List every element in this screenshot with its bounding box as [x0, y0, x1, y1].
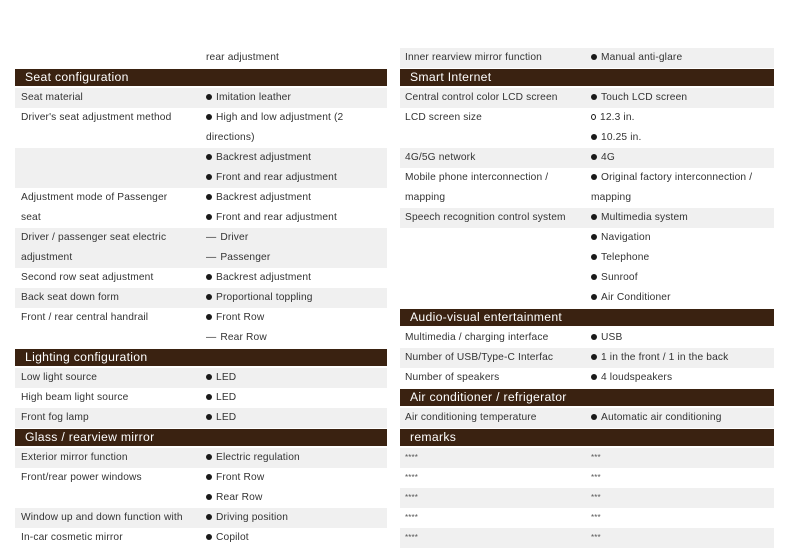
spec-value [203, 208, 387, 228]
spec-value-text: Backrest adjustment [216, 152, 312, 163]
spec-label [400, 288, 588, 308]
spec-value-text: 12.3 in. [600, 112, 635, 123]
spec-value-text: Air Conditioner [601, 292, 671, 303]
spec-value-text: rear adjustment [206, 52, 280, 63]
spec-row [400, 148, 774, 168]
spec-label: Speech recognition control system [405, 212, 566, 223]
spec-value [203, 188, 387, 208]
spec-value [588, 448, 774, 468]
spec-label: Multimedia / charging interface [405, 332, 549, 343]
spec-value [203, 128, 387, 148]
spec-value-text: mapping [591, 192, 632, 203]
spec-label: **** [405, 493, 419, 502]
spec-value-text: Telephone [601, 252, 650, 263]
standard-filled-circle-icon [206, 154, 212, 160]
spec-value-text: Touch LCD screen [601, 92, 688, 103]
not-available-dash-icon: — [206, 252, 217, 263]
spec-value-text: Manual anti-glare [601, 52, 683, 63]
spec-row [400, 328, 774, 348]
standard-filled-circle-icon [206, 294, 212, 300]
standard-filled-circle-icon [591, 274, 597, 280]
standard-filled-circle-icon [206, 454, 212, 460]
spec-value [588, 128, 774, 148]
spec-value-text: Imitation leather [216, 92, 292, 103]
standard-filled-circle-icon [591, 234, 597, 240]
spec-row [15, 188, 387, 208]
spec-label: Low light source [21, 372, 98, 383]
spec-row [400, 408, 774, 428]
spec-label: 4G/5G network [405, 152, 476, 163]
standard-filled-circle-icon [206, 494, 212, 500]
spec-row [400, 468, 774, 488]
spec-row [15, 128, 387, 148]
spec-value-text: USB [601, 332, 623, 343]
spec-value [203, 328, 387, 348]
spec-label: Front / rear central handrail [21, 312, 149, 323]
spec-row [15, 288, 387, 308]
spec-value [203, 368, 387, 388]
spec-row [15, 48, 387, 68]
spec-label: Back seat down form [21, 292, 119, 303]
spec-label: Window up and down function with [21, 512, 183, 523]
not-available-dash-icon: — [206, 232, 217, 243]
spec-value [203, 48, 387, 68]
section-header-air-conditioner-refrigerator: Air conditioner / refrigerator [400, 389, 774, 406]
spec-label: Adjustment mode of Passenger [21, 192, 168, 203]
standard-filled-circle-icon [591, 154, 597, 160]
spec-label [15, 168, 203, 188]
spec-row [400, 508, 774, 528]
spec-row [15, 88, 387, 108]
spec-value [588, 348, 774, 368]
spec-value-text: *** [591, 453, 601, 462]
spec-label: Front/rear power windows [21, 472, 142, 483]
spec-value [588, 528, 774, 548]
spec-row [15, 388, 387, 408]
spec-label: In-car cosmetic mirror [21, 532, 123, 543]
spec-value [588, 508, 774, 528]
spec-value [588, 328, 774, 348]
spec-value-text: Front and rear adjustment [216, 212, 337, 223]
spec-row [400, 528, 774, 548]
spec-value-text: LED [216, 372, 237, 383]
spec-row [15, 268, 387, 288]
spec-row [15, 148, 387, 168]
spec-label [15, 328, 203, 348]
spec-value-text: LED [216, 392, 237, 403]
spec-label [400, 228, 588, 248]
spec-value [588, 208, 774, 228]
standard-filled-circle-icon [591, 354, 597, 360]
spec-value [588, 368, 774, 388]
standard-filled-circle-icon [591, 214, 597, 220]
standard-filled-circle-icon [206, 194, 212, 200]
spec-label [15, 128, 203, 148]
spec-value [203, 108, 387, 128]
section-header-audio-visual-entertainment: Audio-visual entertainment [400, 309, 774, 326]
standard-filled-circle-icon [206, 174, 212, 180]
spec-label: Mobile phone interconnection / [405, 172, 549, 183]
spec-value-text: High and low adjustment (2 [216, 112, 344, 123]
spec-value-text: Rear Row [216, 492, 263, 503]
spec-label: **** [405, 473, 419, 482]
spec-row [15, 108, 387, 128]
spec-value [588, 248, 774, 268]
spec-row [400, 348, 774, 368]
spec-value [203, 248, 387, 268]
spec-value-text: *** [591, 513, 601, 522]
spec-row [15, 228, 387, 248]
spec-label: **** [405, 513, 419, 522]
spec-value-text: Electric regulation [216, 452, 300, 463]
spec-value [203, 88, 387, 108]
standard-filled-circle-icon [206, 114, 212, 120]
spec-value-text: LED [216, 412, 237, 423]
spec-label: Driver's seat adjustment method [21, 112, 172, 123]
spec-row [15, 308, 387, 328]
spec-value [203, 448, 387, 468]
spec-row [400, 168, 774, 188]
standard-filled-circle-icon [206, 374, 212, 380]
spec-row [400, 248, 774, 268]
spec-row [15, 488, 387, 508]
spec-value-text: Driver [220, 232, 249, 243]
spec-label: **** [405, 453, 419, 462]
spec-value-text: 1 in the front / 1 in the back [601, 352, 729, 363]
spec-value [203, 288, 387, 308]
standard-filled-circle-icon [206, 314, 212, 320]
spec-value [588, 48, 774, 68]
spec-row [15, 448, 387, 468]
spec-value [203, 408, 387, 428]
spec-value-text: 4 loudspeakers [601, 372, 673, 383]
spec-value-text: 10.25 in. [601, 132, 642, 143]
standard-filled-circle-icon [591, 134, 597, 140]
spec-row [15, 248, 387, 268]
spec-row [400, 228, 774, 248]
spec-row [15, 208, 387, 228]
spec-value-text: Original factory interconnection / [601, 172, 753, 183]
standard-filled-circle-icon [591, 254, 597, 260]
spec-value-text: Proportional toppling [216, 292, 313, 303]
section-header-glass-rearview-mirror: Glass / rearview mirror [15, 429, 387, 446]
standard-filled-circle-icon [591, 94, 597, 100]
spec-value-text: Front Row [216, 472, 265, 483]
spec-value [203, 308, 387, 328]
spec-value [588, 228, 774, 248]
spec-label [15, 48, 203, 68]
spec-value-text: Copilot [216, 532, 249, 543]
spec-row [400, 448, 774, 468]
spec-value-text: *** [591, 473, 601, 482]
spec-label: adjustment [21, 252, 73, 263]
spec-value [588, 468, 774, 488]
optional-hollow-circle-icon [591, 114, 596, 120]
section-header-lighting-configuration: Lighting configuration [15, 349, 387, 366]
spec-value [203, 148, 387, 168]
spec-label: seat [21, 212, 41, 223]
standard-filled-circle-icon [206, 514, 212, 520]
spec-label [15, 488, 203, 508]
standard-filled-circle-icon [206, 394, 212, 400]
not-available-dash-icon: — [206, 332, 217, 343]
spec-label: Second row seat adjustment [21, 272, 154, 283]
spec-row [15, 408, 387, 428]
section-header-seat-configuration: Seat configuration [15, 69, 387, 86]
section-header-smart-internet: Smart Internet [400, 69, 774, 86]
spec-row [400, 368, 774, 388]
standard-filled-circle-icon [206, 534, 212, 540]
spec-label: Exterior mirror function [21, 452, 128, 463]
spec-label: Driver / passenger seat electric [21, 232, 167, 243]
spec-row [15, 368, 387, 388]
standard-filled-circle-icon [206, 274, 212, 280]
spec-label [15, 148, 203, 168]
standard-filled-circle-icon [591, 54, 597, 60]
spec-value-text: Backrest adjustment [216, 272, 312, 283]
spec-value-text: Passenger [220, 252, 271, 263]
spec-value-text: Sunroof [601, 272, 638, 283]
spec-value [203, 508, 387, 528]
spec-value [588, 168, 774, 188]
spec-label: Central control color LCD screen [405, 92, 558, 103]
spec-value-text: directions) [206, 132, 255, 143]
standard-filled-circle-icon [591, 374, 597, 380]
spec-value [203, 528, 387, 548]
spec-label: Seat material [21, 92, 83, 103]
spec-label: Number of speakers [405, 372, 500, 383]
spec-row [400, 208, 774, 228]
spec-value [588, 408, 774, 428]
standard-filled-circle-icon [591, 174, 597, 180]
standard-filled-circle-icon [591, 294, 597, 300]
standard-filled-circle-icon [591, 414, 597, 420]
spec-value-text: Front and rear adjustment [216, 172, 337, 183]
spec-label: Number of USB/Type-C Interfac [405, 352, 554, 363]
spec-row [400, 48, 774, 68]
standard-filled-circle-icon [206, 214, 212, 220]
spec-row [15, 508, 387, 528]
spec-value-text: Multimedia system [601, 212, 688, 223]
section-header-remarks: remarks [400, 429, 774, 446]
spec-label: mapping [405, 192, 446, 203]
spec-row [15, 328, 387, 348]
spec-row [400, 488, 774, 508]
left-spec-column [15, 48, 387, 548]
spec-value [588, 488, 774, 508]
spec-row [400, 188, 774, 208]
spec-row [400, 128, 774, 148]
spec-label: Air conditioning temperature [405, 412, 537, 423]
spec-value-text: *** [591, 533, 601, 542]
spec-value-text: Navigation [601, 232, 651, 243]
spec-value [203, 228, 387, 248]
spec-label [400, 128, 588, 148]
spec-value [203, 468, 387, 488]
spec-label [400, 268, 588, 288]
spec-value [203, 168, 387, 188]
spec-row [15, 528, 387, 548]
spec-row [15, 468, 387, 488]
spec-value [588, 108, 774, 128]
spec-label: LCD screen size [405, 112, 482, 123]
spec-value-text: Automatic air conditioning [601, 412, 722, 423]
spec-value [588, 148, 774, 168]
spec-value-text: 4G [601, 152, 615, 163]
spec-value-text: *** [591, 493, 601, 502]
spec-label: Inner rearview mirror function [405, 52, 542, 63]
spec-row [400, 288, 774, 308]
spec-value-text: Driving position [216, 512, 289, 523]
standard-filled-circle-icon [591, 334, 597, 340]
spec-row [15, 168, 387, 188]
spec-value [588, 188, 774, 208]
spec-value-text: Backrest adjustment [216, 192, 312, 203]
spec-value [588, 268, 774, 288]
spec-row [400, 88, 774, 108]
spec-label [400, 248, 588, 268]
spec-row [400, 268, 774, 288]
spec-row [400, 108, 774, 128]
spec-label: **** [405, 533, 419, 542]
spec-value [588, 88, 774, 108]
standard-filled-circle-icon [206, 474, 212, 480]
right-spec-column [400, 48, 774, 548]
spec-label: High beam light source [21, 392, 129, 403]
standard-filled-circle-icon [206, 414, 212, 420]
spec-value [203, 388, 387, 408]
standard-filled-circle-icon [206, 94, 212, 100]
spec-value [203, 488, 387, 508]
spec-value-text: Rear Row [220, 332, 267, 343]
spec-label: Front fog lamp [21, 412, 89, 423]
spec-value-text: Front Row [216, 312, 265, 323]
spec-value [588, 288, 774, 308]
spec-value [203, 268, 387, 288]
